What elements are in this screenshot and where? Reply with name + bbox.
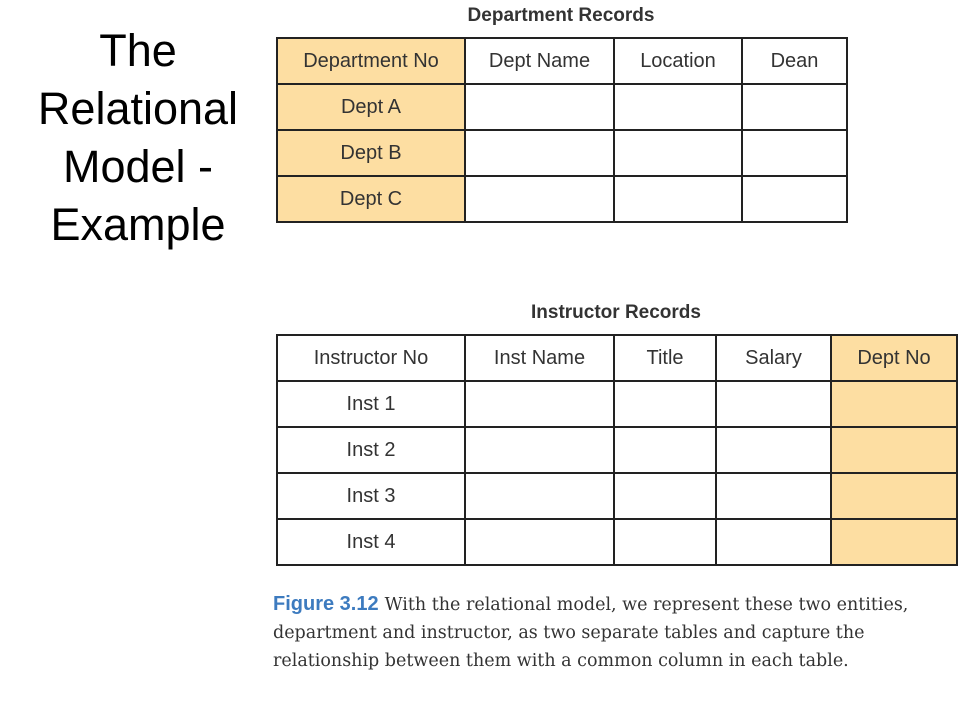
cell-department-no: Dept A xyxy=(277,84,465,130)
cell-location xyxy=(614,176,742,222)
cell-inst-name xyxy=(465,427,614,473)
header-salary: Salary xyxy=(716,335,831,381)
cell-salary xyxy=(716,473,831,519)
table-row xyxy=(277,176,847,222)
header-dean: Dean xyxy=(742,38,847,84)
table-row xyxy=(277,427,957,473)
title-line-2: Relational xyxy=(37,83,239,134)
cell-location xyxy=(614,130,742,176)
cell-dept-name xyxy=(465,176,614,222)
cell-instructor-no: Inst 3 xyxy=(277,473,465,519)
cell-dept-no xyxy=(831,519,957,565)
cell-title xyxy=(614,381,716,427)
header-instructor-no: Instructor No xyxy=(277,335,465,381)
header-dept-name: Dept Name xyxy=(465,38,614,84)
cell-salary xyxy=(716,427,831,473)
table-row xyxy=(277,130,847,176)
table-row xyxy=(277,519,957,565)
cell-title xyxy=(614,473,716,519)
header-location: Location xyxy=(614,38,742,84)
department-header-row xyxy=(277,38,847,84)
cell-inst-name xyxy=(465,519,614,565)
header-inst-name: Inst Name xyxy=(465,335,614,381)
department-table-caption: Department Records xyxy=(467,5,655,26)
table-row xyxy=(277,381,957,427)
cell-salary xyxy=(716,519,831,565)
figure-number: Figure 3.12 xyxy=(273,593,379,615)
department-records-table xyxy=(276,37,848,223)
table-row xyxy=(277,84,847,130)
instructor-header-row xyxy=(277,335,957,381)
cell-department-no: Dept C xyxy=(277,176,465,222)
title-line-1: The xyxy=(99,25,177,76)
cell-inst-name xyxy=(465,473,614,519)
instructor-table-caption: Instructor Records xyxy=(531,302,701,323)
cell-dean xyxy=(742,176,847,222)
figure-caption-text: With the relational model, we represent these two entities, department and instructor, as two separate tables and capture the relationship between them with a common column in each table. xyxy=(273,595,909,671)
cell-inst-name xyxy=(465,381,614,427)
cell-title xyxy=(614,427,716,473)
cell-dept-no xyxy=(831,381,957,427)
instructor-records-table xyxy=(276,334,958,566)
cell-salary xyxy=(716,381,831,427)
header-department-no: Department No xyxy=(277,38,465,84)
cell-department-no: Dept B xyxy=(277,130,465,176)
cell-dept-no xyxy=(831,473,957,519)
header-dept-no: Dept No xyxy=(831,335,957,381)
cell-dept-name xyxy=(465,84,614,130)
slide-title xyxy=(0,22,276,254)
cell-dean xyxy=(742,84,847,130)
cell-instructor-no: Inst 4 xyxy=(277,519,465,565)
cell-instructor-no: Inst 2 xyxy=(277,427,465,473)
figure-caption xyxy=(273,590,953,675)
cell-dept-no xyxy=(831,427,957,473)
cell-title xyxy=(614,519,716,565)
cell-instructor-no: Inst 1 xyxy=(277,381,465,427)
cell-location xyxy=(614,84,742,130)
title-line-3: Model - xyxy=(62,141,214,192)
cell-dean xyxy=(742,130,847,176)
header-title: Title xyxy=(614,335,716,381)
cell-dept-name xyxy=(465,130,614,176)
title-line-4: Example xyxy=(50,199,226,250)
table-row xyxy=(277,473,957,519)
